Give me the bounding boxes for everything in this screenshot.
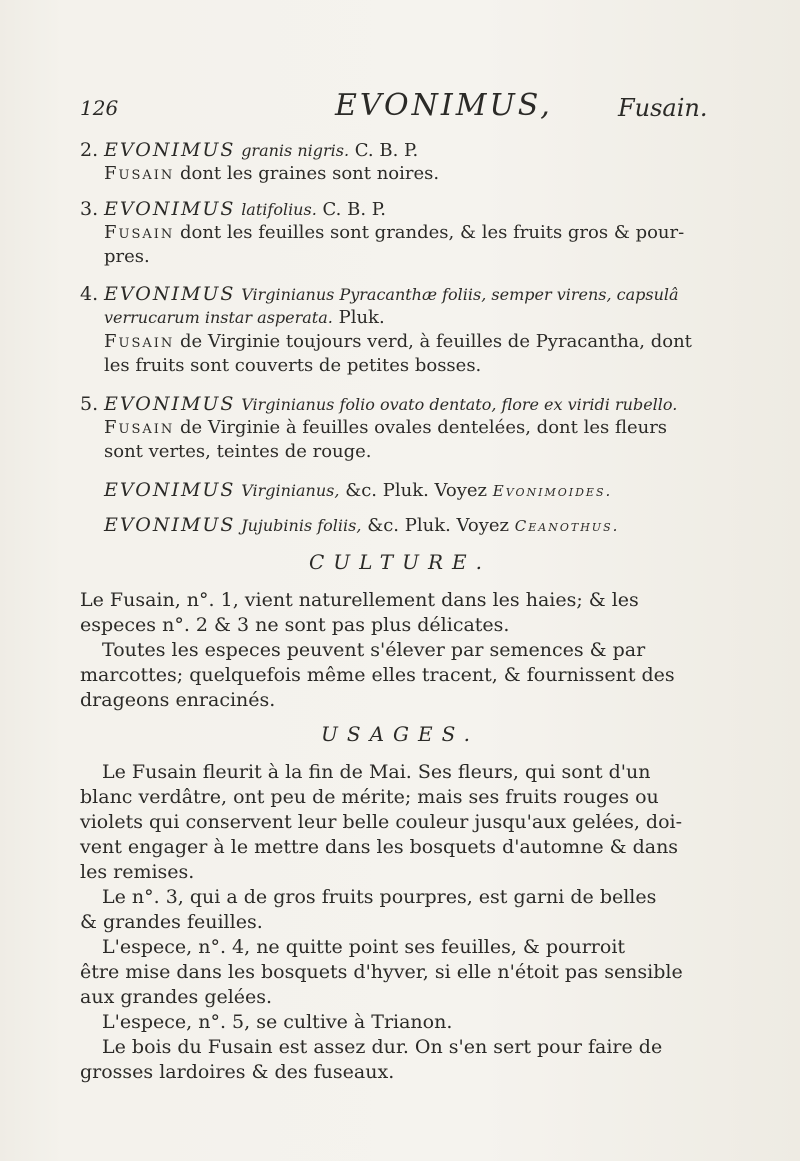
reference-text: &c. Pluk. Voyez <box>345 480 488 501</box>
text-line: Le n°. 3, qui a de gros fruits pourpres, est garni de belles <box>102 886 657 908</box>
french-name: Fusain <box>104 222 175 243</box>
citation: C. B. P. <box>322 199 386 220</box>
citation: C. B. P. <box>354 140 419 161</box>
french-name: Fusain <box>104 331 175 352</box>
text-line: être mise dans les bosquets d'hyver, si elle n'étoit pas sensible <box>80 961 683 983</box>
text-line: violets qui conservent leur belle couleur jusqu'aux gelées, doi- <box>80 811 683 833</box>
text-line: especes n°. 2 & 3 ne sont pas plus délicates. <box>80 614 510 636</box>
see-also: Ceanothus. <box>514 517 620 535</box>
species-entry <box>80 197 760 272</box>
genus-name: EVONIMUS <box>104 283 236 305</box>
latin-name: Virginianus, <box>241 481 340 500</box>
text-line: L'espece, n°. 5, se cultive à Trianon. <box>102 1011 453 1033</box>
reference-text: &c. Pluk. Voyez <box>367 515 510 536</box>
text-line: Le Fusain fleurit à la fin de Mai. Ses fleurs, qui sont d'un <box>102 761 651 783</box>
text-line: les remises. <box>80 861 195 883</box>
latin-name: Virginianus folio ovato dentato, flore ex viridi rubello. <box>241 395 678 414</box>
latin-name: Virginianus Pyracanthæ foliis, semper virens, capsulâ <box>241 285 679 304</box>
culture-text <box>80 588 770 718</box>
genus-name: EVONIMUS <box>104 198 236 220</box>
entry-description <box>104 416 667 440</box>
cross-reference <box>80 513 760 543</box>
latin-name: latifolius. <box>241 200 317 219</box>
entry-number: 3. <box>80 198 99 220</box>
entry-description <box>104 162 439 186</box>
description-line: dont les feuilles sont grandes, & les fruits gros & pour- <box>179 222 685 243</box>
entry-heading <box>104 138 418 163</box>
running-title: EVONIMUS, <box>335 88 553 123</box>
description-line: pres. <box>104 246 150 267</box>
text-line: drageons enracinés. <box>80 689 276 711</box>
text-line: & grandes feuilles. <box>80 911 263 933</box>
description-line: sont vertes, teintes de rouge. <box>104 441 372 462</box>
text-line: grosses lardoires & des fuseaux. <box>80 1061 395 1083</box>
text-line: vent engager à le mettre dans les bosquets d'automne & dans <box>80 836 679 858</box>
description-line: de Virginie à feuilles ovales dentelées, dont les fleurs <box>179 417 668 438</box>
genus-name: EVONIMUS <box>104 393 236 415</box>
text-line: aux grandes gelées. <box>80 986 273 1008</box>
entry-heading <box>104 392 677 417</box>
page-number: 126 <box>80 96 119 120</box>
citation: Pluk. <box>338 307 385 328</box>
running-subtitle: Fusain. <box>618 94 708 122</box>
genus-name: EVONIMUS <box>104 479 236 501</box>
description-line: dont les graines sont noires. <box>179 163 440 184</box>
entry-number: 2. <box>80 139 99 161</box>
text-line: Le Fusain, n°. 1, vient naturellement dans les haies; & les <box>80 589 639 611</box>
species-entry <box>80 392 760 467</box>
genus-name: EVONIMUS <box>104 139 236 161</box>
page-header <box>80 88 730 128</box>
species-entry <box>80 282 760 382</box>
usages-text <box>80 760 770 1090</box>
entry-heading-cont <box>104 306 385 330</box>
see-also: Evonimoides. <box>492 482 613 500</box>
text-line: L'espece, n°. 4, ne quitte point ses feuilles, & pourroit <box>102 936 626 958</box>
description-line: de Virginie toujours verd, à feuilles de Pyracantha, dont <box>179 331 692 352</box>
section-heading-culture: CULTURE. <box>308 550 492 574</box>
species-entry <box>80 138 760 188</box>
text-line: blanc verdâtre, ont peu de mérite; mais ses fruits rouges ou <box>80 786 659 808</box>
latin-name: Jujubinis foliis, <box>241 516 362 535</box>
latin-name: granis nigris. <box>241 141 350 160</box>
entry-description <box>104 330 692 354</box>
french-name: Fusain <box>104 163 175 184</box>
entry-heading <box>104 197 386 222</box>
section-heading-usages: USAGES. <box>321 722 479 746</box>
genus-name: EVONIMUS <box>104 514 236 536</box>
entry-heading <box>104 282 679 307</box>
french-name: Fusain <box>104 417 175 438</box>
latin-name-cont: verrucarum instar asperata. <box>104 308 333 327</box>
text-line: Toutes les especes peuvent s'élever par semences & par <box>102 639 646 661</box>
cross-reference <box>80 478 760 508</box>
description-line: les fruits sont couverts de petites bosses. <box>104 355 482 376</box>
entry-description <box>104 221 684 245</box>
text-line: Le bois du Fusain est assez dur. On s'en sert pour faire de <box>102 1036 663 1058</box>
entry-number: 4. <box>80 283 99 305</box>
text-line: marcottes; quelquefois même elles tracent, & fournissent des <box>80 664 675 686</box>
entry-number: 5. <box>80 393 99 415</box>
